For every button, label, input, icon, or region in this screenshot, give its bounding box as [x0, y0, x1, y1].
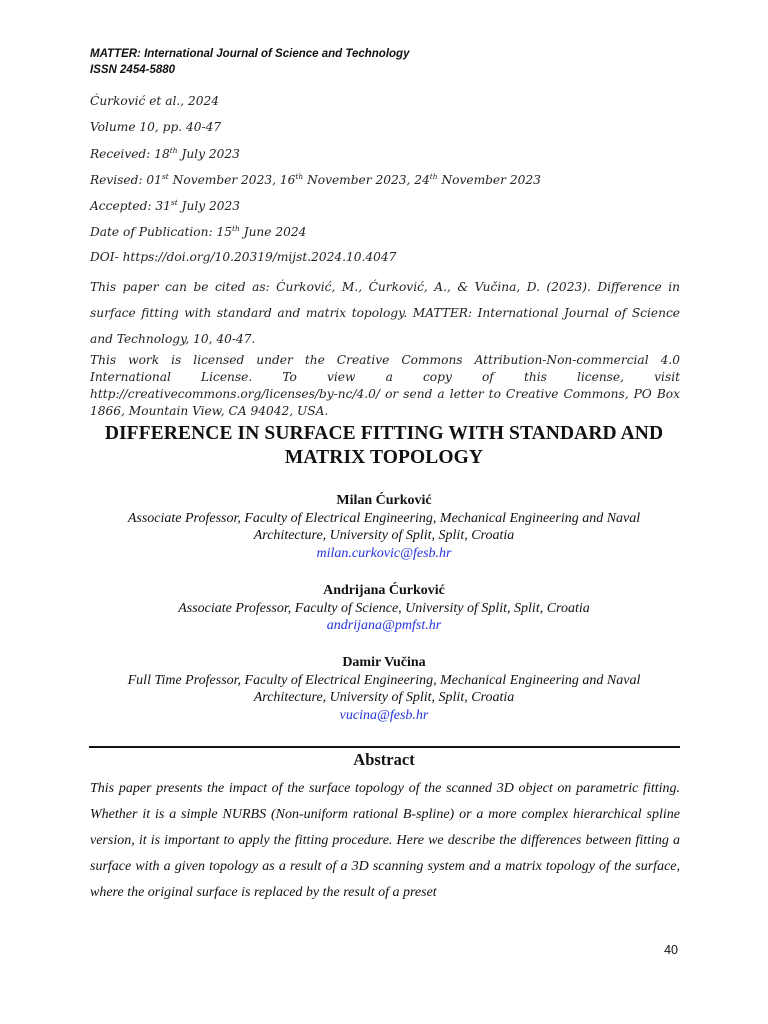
author-email-link[interactable]: vucina@fesb.hr — [339, 707, 429, 723]
author-name: Andrijana Ćurković — [323, 583, 445, 598]
meta-revised: Revised: 01st November 2023, 16th November 2023, 24th November 2023 — [90, 172, 541, 187]
author-affiliation-line-2: Architecture, University of Split, Split, Croatia — [253, 690, 515, 705]
meta-authors-short: Ćurković et al., 2024 — [90, 94, 219, 108]
abstract-text: This paper presents the impact of the surface topology of the scanned 3D object on parametric fitting. Whether it is a simple NURBS (Non-uniform rational B-spline) or a more complex hierarchical spline version, it is important to apply the fitting procedure. Here we describe the differences between fitting a surface with a given topology as a result of a 3D scanning system and a matrix topology of the surface, where the original surface is replaced by the result of a preset — [90, 781, 680, 900]
author-block-2 — [84, 582, 684, 635]
author-affiliation-line-2: Architecture, University of Split, Split, Croatia — [253, 528, 515, 543]
author-name: Damir Vučina — [342, 655, 426, 670]
journal-header — [90, 46, 409, 78]
author-affiliation-line-1: Full Time Professor, Faculty of Electrical Engineering, Mechanical Engineering and Naval — [127, 672, 641, 688]
abstract-heading: Abstract — [353, 750, 415, 769]
author-affiliation-line-1: Associate Professor, Faculty of Science, University of Split, Split, Croatia — [178, 600, 590, 616]
paper-title-line-1: DIFFERENCE IN SURFACE FITTING WITH STANDARD AND — [104, 423, 664, 444]
citation-text: This paper can be cited as: Ćurković, M., Ćurković, A., & Vučina, D. (2023). Difference in surface fitting with standard and matrix topology. MATTER: International Journal of Science and Technology, 10, 40-47. — [90, 280, 680, 346]
meta-accepted: Accepted: 31st July 2023 — [90, 198, 241, 213]
author-email-link[interactable]: milan.curkovic@fesb.hr — [316, 545, 452, 561]
author-block-1 — [84, 492, 684, 562]
journal-name: MATTER: International Journal of Science and Technology — [90, 48, 410, 60]
meta-volume: Volume 10, pp. 40-47 — [90, 120, 222, 134]
journal-issn: ISSN 2454-5880 — [90, 64, 176, 76]
author-block-3 — [84, 654, 684, 724]
meta-publication-date: Date of Publication: 15th June 2024 — [90, 224, 307, 239]
author-affiliation-line-1: Associate Professor, Faculty of Electrical Engineering, Mechanical Engineering and Naval — [127, 510, 641, 526]
author-name: Milan Ćurković — [336, 493, 432, 508]
abstract-divider — [89, 746, 680, 748]
license-text: This work is licensed under the Creative Commons Attribution-Non-commercial 4.0 International License. To view a copy of this license, visit http://creativecommons.org/licenses/by-nc/4.0/ or send a letter to Creative Commons, PO Box 1866, Mountain View, CA 94042, USA. — [90, 353, 680, 418]
meta-doi: DOI- https://doi.org/10.20319/mijst.2024.10.4047 — [90, 250, 397, 264]
author-email-link[interactable]: andrijana@pmfst.hr — [326, 618, 442, 633]
page-number: 40 — [664, 943, 678, 957]
paper-title — [84, 422, 684, 470]
paper-title-line-2: MATRIX TOPOLOGY — [284, 447, 484, 468]
meta-received: Received: 18th July 2023 — [90, 146, 240, 161]
